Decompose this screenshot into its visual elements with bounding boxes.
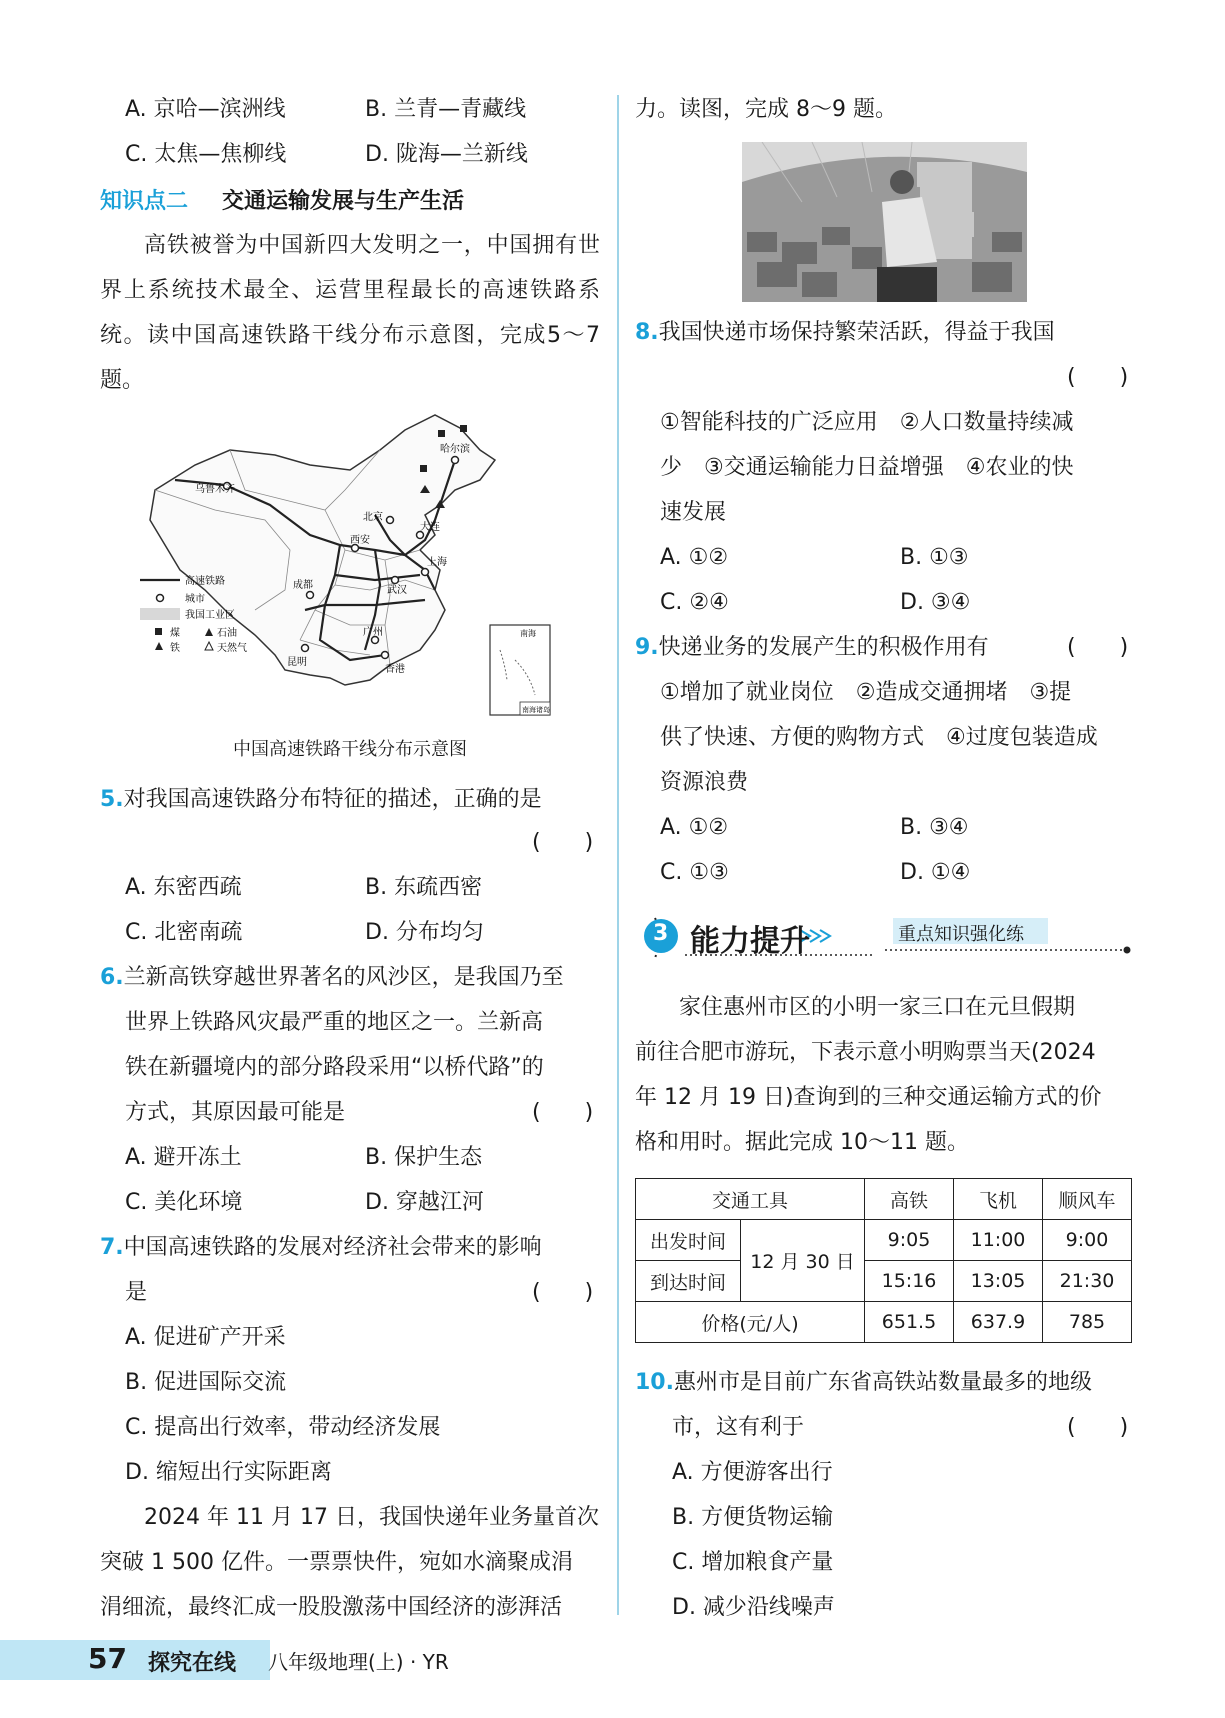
knowledge-point-heading <box>100 187 464 217</box>
q8-option-a: A. ①② <box>660 545 729 570</box>
header-tool: 交通工具 <box>636 1179 865 1220</box>
label-shanghai: 上海 <box>427 557 447 568</box>
q5-text: 对我国高速铁路分布特征的描述，正确的是 <box>123 787 542 812</box>
q7-option-d: D. 缩短出行实际距离 <box>125 1460 332 1485</box>
q9-option-a: A. ①② <box>660 815 729 840</box>
q8-text: 我国快递市场保持繁荣活跃，得益于我国 <box>658 320 1055 345</box>
q7-option-a: A. 促进矿产开采 <box>125 1325 286 1350</box>
column-divider <box>617 95 619 1615</box>
map-caption: 中国高速铁路干线分布示意图 <box>233 739 467 760</box>
q9-option-c: C. ①③ <box>660 860 729 885</box>
label-guangzhou: 广州 <box>363 627 383 638</box>
label-beijing: 北京 <box>363 512 383 523</box>
q8-number: 8. <box>635 320 659 345</box>
courier-photo <box>742 142 1027 302</box>
inset-top-label: 南海 <box>520 629 536 638</box>
q8-option-c: C. ②④ <box>660 590 729 615</box>
arrive-plane: 13:05 <box>954 1261 1043 1302</box>
express-line-1: 2024 年 11 月 17 日，我国快递年业务量首次 <box>144 1505 599 1530</box>
fare-table <box>635 1178 1132 1343</box>
scenario-line-4: 格和用时。据此完成 10～11 题。 <box>635 1130 969 1155</box>
label-dalian: 大连 <box>420 522 440 533</box>
knowledge-point-title: 交通运输发展与生产生活 <box>222 189 465 214</box>
table-row-depart <box>636 1220 1132 1261</box>
q10-answer-blank: ( ) <box>1067 1415 1129 1440</box>
label-hongkong: 香港 <box>385 664 405 675</box>
q6-option-c: C. 美化环境 <box>125 1190 243 1215</box>
q10-option-b: B. 方便货物运输 <box>672 1505 834 1530</box>
q10-option-d: D. 减少沿线噪声 <box>672 1595 835 1620</box>
header-car: 顺风车 <box>1043 1179 1132 1220</box>
label-chengdu: 成都 <box>293 580 313 591</box>
arrive-rail: 15:16 <box>865 1261 954 1302</box>
label-wuhan: 武汉 <box>387 585 407 596</box>
q4-option-a: A. 京哈—滨洲线 <box>125 97 286 122</box>
table-header-row <box>636 1179 1132 1220</box>
q10-stem <box>635 1368 1092 1398</box>
express-line-end: 力。读图，完成 8～9 题。 <box>635 97 897 122</box>
intro-paragraph: 高铁被誉为中国新四大发明之一，中国拥有世界上系统技术最全、运营里程最长的高速铁路系统。读中国高速铁路干线分布示意图，完成5～7题。 <box>100 233 600 393</box>
legend-city: 城市 <box>185 594 205 605</box>
q6-option-a: A. 避开冻土 <box>125 1145 242 1170</box>
q6-line-4: 方式，其原因最可能是 <box>125 1100 346 1125</box>
inset-bottom-label: 南海诸岛 <box>522 707 550 714</box>
q8-statement-1: ①智能科技的广泛应用 ②人口数量持续减 <box>660 410 1074 435</box>
travel-date: 12 月 30 日 <box>741 1220 865 1302</box>
table-row-arrive <box>636 1261 1132 1302</box>
header-plane: 飞机 <box>954 1179 1043 1220</box>
q7-number: 7. <box>100 1235 124 1260</box>
q6-line-3: 铁在新疆境内的部分路段采用“以桥代路”的 <box>125 1055 544 1080</box>
q5-option-b: B. 东疏西密 <box>365 875 483 900</box>
q5-number: 5. <box>100 787 124 812</box>
q9-text: 快递业务的发展产生的积极作用有 <box>658 635 989 660</box>
q5-answer-blank: ( ) <box>532 830 594 855</box>
label-harbin: 哈尔滨 <box>440 444 470 455</box>
q9-answer-blank: ( ) <box>1067 635 1129 660</box>
q7-option-b: B. 促进国际交流 <box>125 1370 287 1395</box>
ability-section-banner <box>635 908 1135 968</box>
arrive-label: 到达时间 <box>636 1261 741 1302</box>
scenario-line-3: 年 12 月 19 日)查询到的三种交通运输方式的价 <box>635 1085 1102 1110</box>
q4-option-c: C. 太焦—焦柳线 <box>125 142 287 167</box>
label-kunming: 昆明 <box>287 657 307 668</box>
q6-number: 6. <box>100 965 124 990</box>
q10-option-c: C. 增加粮食产量 <box>672 1550 834 1575</box>
q9-stem <box>635 633 989 663</box>
label-xian: 西安 <box>350 535 370 546</box>
q8-stem <box>635 318 1055 348</box>
header-rail: 高铁 <box>865 1179 954 1220</box>
legend-oil: 石油 <box>217 628 237 639</box>
q6-option-b: B. 保护生态 <box>365 1145 483 1170</box>
legend-rail: 高速铁路 <box>185 576 225 587</box>
q4-option-b: B. 兰青—青藏线 <box>365 97 527 122</box>
q9-option-d: D. ①④ <box>900 860 971 885</box>
legend-iron: 铁 <box>170 643 180 654</box>
q10-line-1: 惠州市是目前广东省高铁站数量最多的地级 <box>673 1370 1092 1395</box>
depart-car: 9:00 <box>1043 1220 1132 1261</box>
q8-option-d: D. ③④ <box>900 590 971 615</box>
q9-statement-3: 资源浪费 <box>660 770 749 795</box>
legend-gas: 天然气 <box>217 643 247 654</box>
q9-statement-1: ①增加了就业岗位 ②造成交通拥堵 ③提 <box>660 680 1072 705</box>
express-line-2: 突破 1 500 亿件。一票票快件，宛如水滴聚成涓 <box>100 1550 573 1575</box>
q7-option-c: C. 提高出行效率，带动经济发展 <box>125 1415 441 1440</box>
price-rail: 651.5 <box>865 1302 954 1343</box>
depart-rail: 9:05 <box>865 1220 954 1261</box>
q7-answer-blank: ( ) <box>532 1280 594 1305</box>
q10-number: 10. <box>635 1370 674 1395</box>
section-number: 3 <box>653 921 669 946</box>
depart-label: 出发时间 <box>636 1220 741 1261</box>
depart-plane: 11:00 <box>954 1220 1043 1261</box>
legend-industrial: 我国工业区 <box>185 610 235 621</box>
q4-option-d: D. 陇海—兰新线 <box>365 142 528 167</box>
q10-line-2: 市，这有利于 <box>672 1415 805 1440</box>
q6-option-d: D. 穿越江河 <box>365 1190 484 1215</box>
q8-statement-3: 速发展 <box>660 500 727 525</box>
page-footer <box>0 1640 1225 1680</box>
q10-option-a: A. 方便游客出行 <box>672 1460 833 1485</box>
q5-stem <box>100 785 542 815</box>
q8-option-b: B. ①③ <box>900 545 969 570</box>
q5-option-a: A. 东密西疏 <box>125 875 242 900</box>
label-urumqi: 乌鲁木齐 <box>195 484 235 495</box>
q6-stem <box>100 963 564 993</box>
q5-option-d: D. 分布均匀 <box>365 920 484 945</box>
section-tag: 重点知识强化练 <box>898 924 1024 945</box>
express-line-3: 涓细流，最终汇成一股股激荡中国经济的澎湃活 <box>100 1595 563 1620</box>
q7-line-1: 中国高速铁路的发展对经济社会带来的影响 <box>123 1235 542 1260</box>
q8-statement-2: 少 ③交通运输能力日益增强 ④农业的快 <box>660 455 1074 480</box>
scenario-line-2: 前往合肥市游玩，下表示意小明购票当天(2024 <box>635 1040 1096 1065</box>
q6-line-2: 世界上铁路风灾最严重的地区之一。兰新高 <box>125 1010 544 1035</box>
price-label: 价格(元/人) <box>636 1302 865 1343</box>
q6-line-1: 兰新高铁穿越世界著名的风沙区，是我国乃至 <box>123 965 564 990</box>
arrive-car: 21:30 <box>1043 1261 1132 1302</box>
scenario-line-1: 家住惠州市区的小明一家三口在元旦假期 <box>679 995 1076 1020</box>
south-china-sea-inset <box>490 625 550 715</box>
q5-option-c: C. 北密南疏 <box>125 920 243 945</box>
q9-statement-2: 供了快速、方便的购物方式 ④过度包装造成 <box>660 725 1098 750</box>
q9-option-b: B. ③④ <box>900 815 969 840</box>
footer-brand: 探究在线 <box>148 1651 237 1676</box>
table-row-price <box>636 1302 1132 1343</box>
q7-line-2: 是 <box>125 1280 148 1305</box>
price-car: 785 <box>1043 1302 1132 1343</box>
section-title: 能力提升 <box>690 924 810 959</box>
q7-stem <box>100 1233 542 1263</box>
q6-answer-blank: ( ) <box>532 1100 594 1125</box>
footer-book-title: 八年级地理(上) · YR <box>268 1650 449 1674</box>
q8-answer-blank: ( ) <box>1067 365 1129 390</box>
price-plane: 637.9 <box>954 1302 1043 1343</box>
china-outline <box>150 415 495 685</box>
knowledge-point-label: 知识点二 <box>100 189 189 214</box>
legend-coal: 煤 <box>170 628 180 639</box>
q9-number: 9. <box>635 635 659 660</box>
china-high-speed-rail-map <box>135 410 580 730</box>
page-number: 57 <box>88 1642 127 1675</box>
